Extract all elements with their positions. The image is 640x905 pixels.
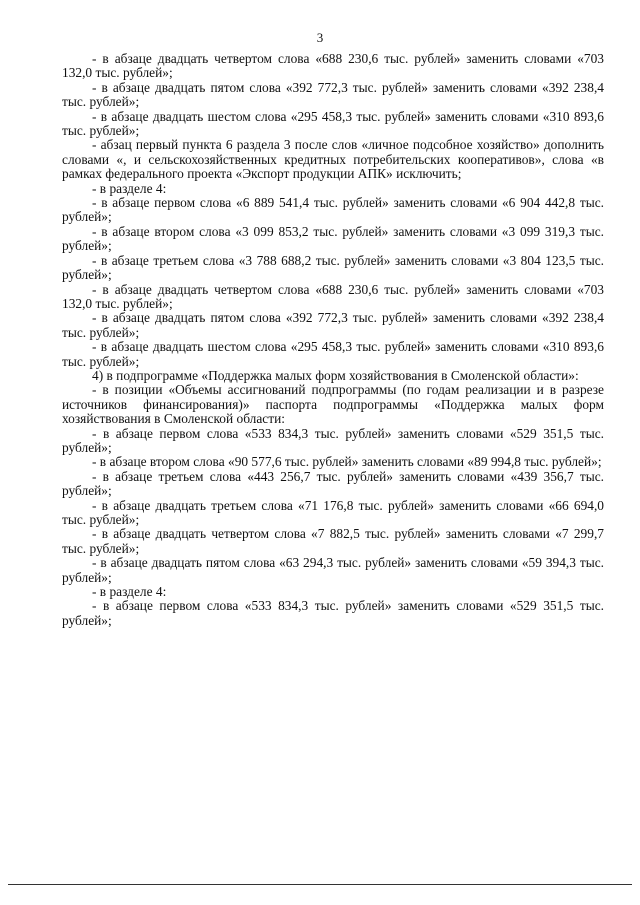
paragraph: - в разделе 4:	[92, 180, 167, 196]
paragraph: - в абзаце первом слова «533 834,3 тыс. рублей» заменить словами «529 351,5 тыс. рублей»;	[62, 425, 604, 455]
paragraph: - абзац первый пункта 6 раздела 3 после слов «личное подсобное хозяйство» дополнить словами «, и сельскохозяйственных кредитных потребительских кооперативов», слова «в рамках федерального проекта «Экспорт продукции АПК» исключить;	[62, 137, 604, 182]
paragraph: - в абзаце двадцать пятом слова «63 294,3 тыс. рублей» заменить словами «59 394,3 тыс. рублей»;	[62, 555, 604, 585]
paragraph: - в абзаце двадцать шестом слова «295 458,3 тыс. рублей» заменить словами «310 893,6 тыс. рублей»;	[62, 108, 604, 139]
paragraph: - в абзаце двадцать четвертом слова «688 230,6 тыс. рублей» заменить словами «703 132,0 тыс. рублей»;	[62, 51, 604, 81]
paragraph: - в абзаце третьем слова «443 256,7 тыс. рублей» заменить словами «439 356,7 тыс. рублей»;	[62, 468, 604, 499]
paragraph: - в абзаце двадцать шестом слова «295 458,3 тыс. рублей» заменить словами «310 893,6 тыс. рублей»;	[62, 339, 604, 369]
paragraph: - в абзаце двадцать пятом слова «392 772,3 тыс. рублей» заменить словами «392 238,4 тыс. рублей»;	[62, 310, 604, 340]
paragraph: 4) в подпрограмме «Поддержка малых форм хозяйствования в Смоленской области»:	[92, 367, 579, 383]
paragraph: - в абзаце третьем слова «3 788 688,2 тыс. рублей» заменить словами «3 804 123,5 тыс. рублей»;	[62, 252, 604, 283]
paragraph: - в абзаце втором слова «90 577,6 тыс. рублей» заменить словами «89 994,8 тыс. рублей»;	[92, 454, 602, 470]
page-bottom-rule	[8, 884, 632, 885]
page-number: 3	[316, 30, 324, 45]
document-body	[62, 52, 604, 628]
paragraph: - в абзаце двадцать четвертом слова «688 230,6 тыс. рублей» заменить словами «703 132,0 тыс. рублей»;	[62, 281, 604, 311]
paragraph: - в абзаце двадцать четвертом слова «7 882,5 тыс. рублей» заменить словами «7 299,7 тыс. рублей»;	[62, 526, 604, 556]
paragraph: - в абзаце первом слова «6 889 541,4 тыс. рублей» заменить словами «6 904 442,8 тыс. рублей»;	[62, 195, 604, 225]
paragraph: - в абзаце двадцать третьем слова «71 176,8 тыс. рублей» заменить словами «66 694,0 тыс. рублей»;	[62, 497, 604, 527]
paragraph: - в абзаце двадцать пятом слова «392 772,3 тыс. рублей» заменить словами «392 238,4 тыс. рублей»;	[62, 79, 604, 110]
paragraph: - в абзаце втором слова «3 099 853,2 тыс. рублей» заменить словами «3 099 319,3 тыс. рублей»;	[62, 223, 604, 254]
paragraph: - в абзаце первом слова «533 834,3 тыс. рублей» заменить словами «529 351,5 тыс. рублей»;	[62, 598, 604, 628]
paragraph: - в позиции «Объемы ассигнований подпрограммы (по годам реализации и в разрезе источников финансирования)» паспорта подпрограммы «Поддержка малых форм хозяйствования в Смоленской области:	[62, 382, 604, 427]
paragraph: - в разделе 4:	[92, 584, 167, 600]
